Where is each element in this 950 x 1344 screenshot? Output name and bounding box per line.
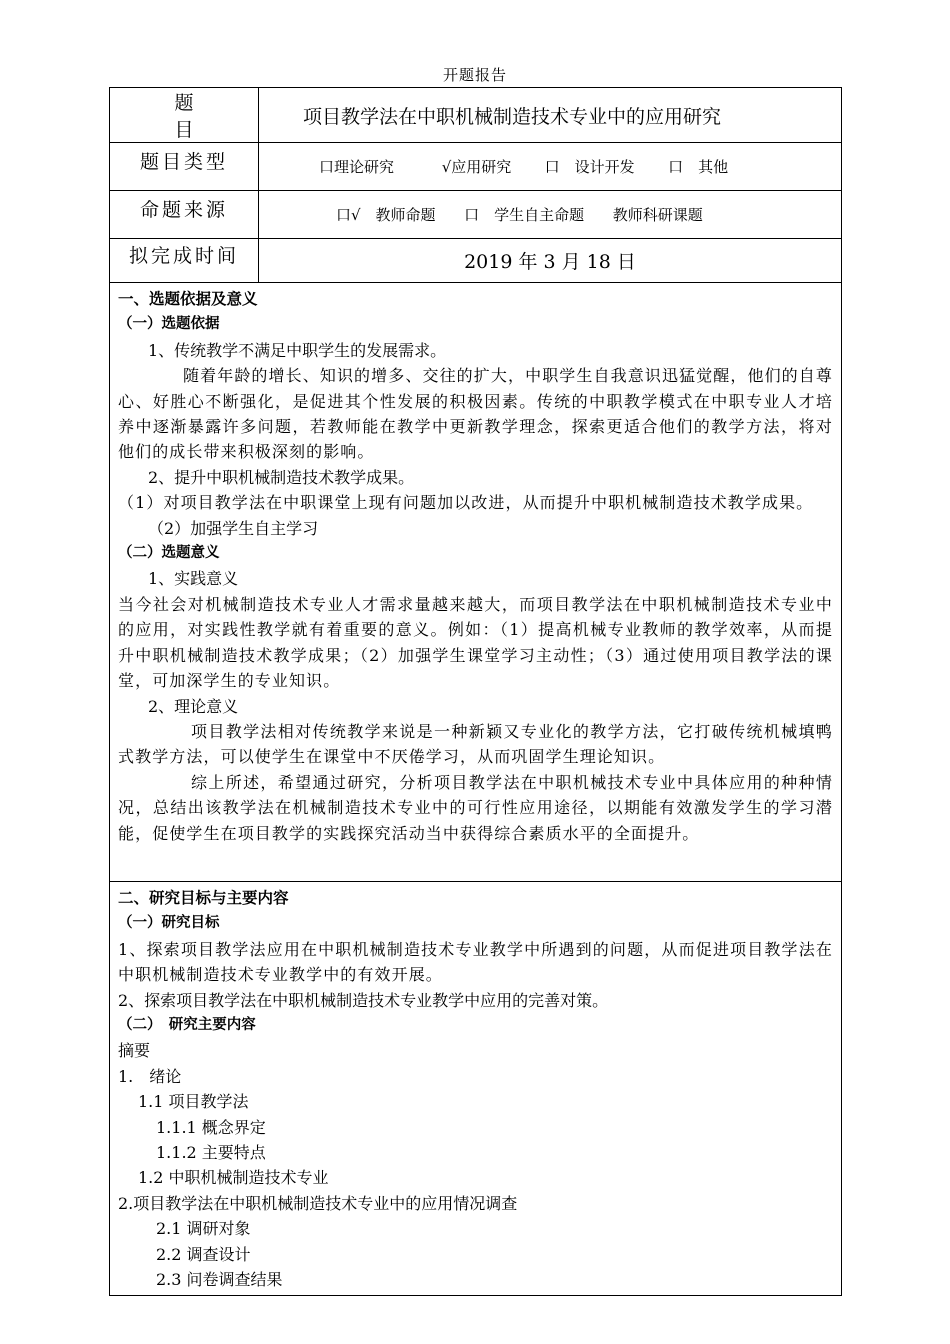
basis-sub-2: （2）加强学生自主学习 (148, 518, 319, 538)
section1-row (110, 283, 842, 882)
section2-heading: 二、研究目标与主要内容 (118, 889, 289, 907)
basis-heading: （一）选题依据 (118, 316, 220, 333)
outline-1-1-1: 1.1.1 概念界定 (156, 1117, 266, 1137)
basis-paragraph: 随着年龄的增长、知识的增多、交往的扩大，中职学生自我意识迅猛觉醒，他们的自尊心、好胜心不断强化，是促进其个性发展的积极因素。传统的中职教学模式在中职专业人才培养中逐渐暴露许多问题，若教师能在教学中更新教学理念，探索更适合他们的教学方法，将对他们的成长带来积极深刻的影响。 (118, 366, 833, 462)
option-student-topic: 口 学生自主命题 (464, 206, 585, 224)
topic-row (110, 88, 842, 143)
section1-heading: 一、选题依据及意义 (118, 290, 258, 308)
outline-1-2: 1.2 中职机械制造技术专业 (138, 1168, 329, 1188)
topic-source-row (110, 191, 842, 239)
document-title: 开题报告 (442, 66, 507, 84)
practice-text: 当今社会对机械制造技术专业人才需求量越来越大，而项目教学法在中职机械制造技术专业中的应用，对实践性教学就有着重要的意义。例如：（1）提高机械专业教师的教学效率，从而提升中职机械制造技术教学成果；（2）加强学生课堂学习主动性；（3）通过使用项目教学法的课堂，可加深学生的专业知识。 (118, 594, 833, 691)
completion-time-value: 2019 年 3 月 18 日 (259, 239, 842, 283)
topic-type-row (110, 143, 842, 191)
topic-value: 项目教学法在中职机械制造技术专业中的应用研究 (259, 88, 842, 143)
outline-2-2: 2.2 调查设计 (156, 1244, 251, 1264)
section2-cell (110, 882, 842, 1296)
option-other: 口 其他 (668, 158, 729, 176)
practice-title: 1、实践意义 (148, 569, 239, 589)
proposal-form-table (109, 87, 842, 1296)
outline-1-1: 1.1 项目教学法 (138, 1092, 249, 1112)
topic-type-options (259, 143, 842, 191)
basis-item-1: 1、传统教学不满足中职学生的发展需求。 (148, 340, 447, 360)
goal-1: 1、探索项目教学法应用在中职机械制造技术专业教学中所遇到的问题，从而促进项目教学法在中职机械制造技术专业教学中的有效开展。 (118, 939, 833, 985)
topic-source-label: 命题来源 (110, 191, 259, 239)
section1-cell (110, 283, 842, 882)
section2-row (110, 882, 842, 1296)
outline-chapter-2: 2.项目教学法在中职机械制造技术专业中的应用情况调查 (118, 1193, 518, 1213)
outline-abstract: 摘要 (118, 1041, 151, 1061)
completion-time-row (110, 239, 842, 283)
summary-text: 综上所述，希望通过研究，分析项目教学法在中职机械技术专业中具体应用的种种情况，总结出该教学法在机械制造技术专业中的可行性应用途径，以期能有效激发学生的学习潜能，促使学生在项目教学的实践探究活动当中获得综合素质水平的全面提升。 (118, 772, 833, 843)
goal-heading: （一）研究目标 (118, 915, 220, 932)
goal-2: 2、探索项目教学法在中职机械制造技术专业教学中应用的完善对策。 (118, 990, 609, 1010)
completion-time-label: 拟完成时间 (110, 239, 259, 283)
option-design: 口 设计开发 (544, 158, 635, 176)
outline-chapter-1: 1. 绪论 (118, 1066, 182, 1086)
option-teacher-research: 教师科研课题 (612, 206, 703, 224)
topic-type-label: 题目类型 (110, 143, 259, 191)
option-theory: 口理论研究 (319, 158, 395, 176)
outline-2-1: 2.1 调研对象 (156, 1219, 251, 1239)
topic-label: 题 目 (110, 88, 259, 143)
option-teacher-topic: 口√ 教师命题 (336, 206, 436, 224)
theory-text: 项目教学法相对传统教学来说是一种新颖又专业化的教学方法，它打破传统机械填鸭式教学方法，可以使学生在课堂中不厌倦学习，从而巩固学生理论知识。 (118, 721, 833, 767)
basis-item-2: 2、提升中职机械制造技术教学成果。 (148, 467, 415, 487)
theory-title: 2、理论意义 (148, 696, 239, 716)
topic-source-options (259, 191, 842, 239)
outline-1-1-2: 1.1.2 主要特点 (156, 1143, 266, 1163)
meaning-heading: （二）选题意义 (118, 545, 220, 562)
option-applied: √应用研究 (441, 158, 512, 176)
outline-2-3: 2.3 问卷调查结果 (156, 1270, 283, 1290)
basis-sub-1: （1）对项目教学法在中职课堂上现有问题加以改进，从而提升中职机械制造技术教学成果。 (118, 493, 814, 513)
content-heading: （二） 研究主要内容 (118, 1017, 256, 1034)
